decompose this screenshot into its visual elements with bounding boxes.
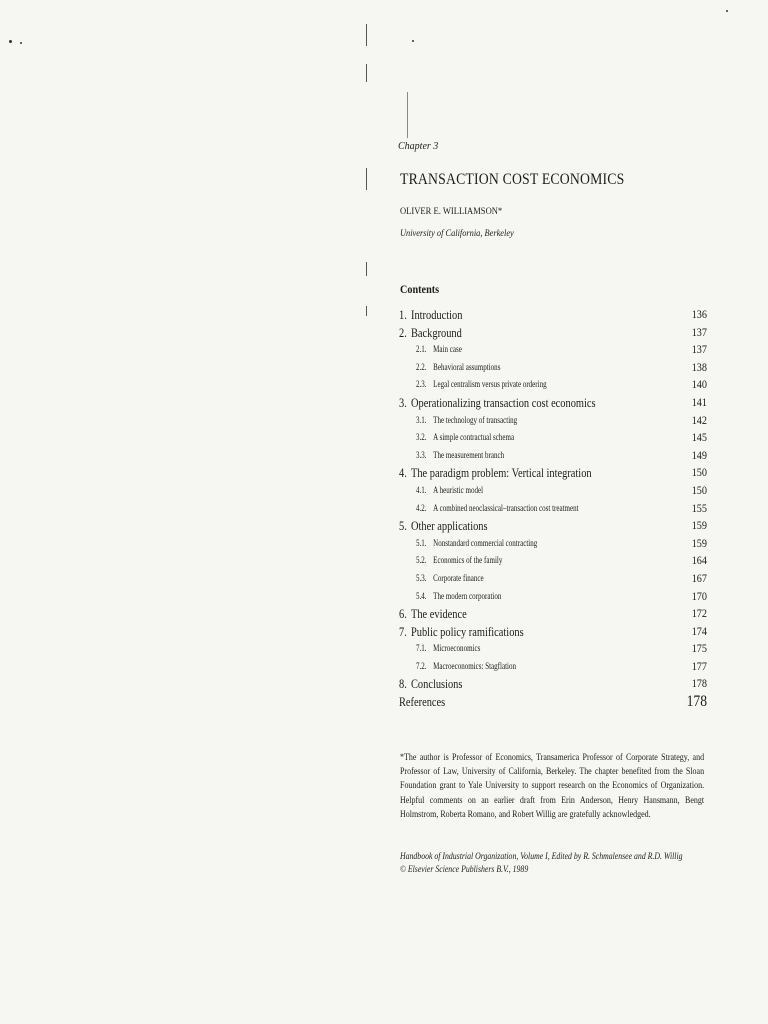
toc-page-number: 178: [686, 693, 707, 711]
toc-subsection: [399, 552, 707, 570]
toc-page-number: 172: [691, 606, 707, 621]
toc-subsection: [399, 376, 707, 394]
toc-entry-title: [399, 676, 462, 692]
chapter-label: Chapter 3: [398, 141, 439, 152]
toc-entry-label: Nonstandard commercial contracting: [433, 537, 538, 548]
toc-page-number: 136: [691, 307, 707, 321]
toc-entry-label: Legal centralism versus private ordering: [433, 379, 547, 390]
toc-page-number: 137: [691, 324, 707, 339]
toc-entry-label: A simple contractual schema: [433, 432, 515, 443]
toc-entry-label: Background: [411, 324, 462, 340]
toc-references: [399, 693, 707, 711]
toc-page-number: 140: [691, 377, 707, 392]
publication-info: [400, 851, 683, 877]
toc-section: [399, 517, 707, 535]
toc-entry-number: 2.1.: [416, 344, 427, 355]
scan-gutter-line: [366, 64, 367, 82]
toc-entry-number: 4.2.: [416, 502, 427, 513]
scan-speck: [726, 10, 728, 12]
toc-section: [399, 623, 707, 641]
toc-section: [399, 394, 707, 412]
toc-subsection: [399, 447, 707, 465]
toc-entry-number: 3.1.: [416, 414, 427, 425]
toc-page-number: 167: [691, 570, 707, 585]
toc-subsection: [399, 412, 707, 430]
scan-gutter-line: [366, 262, 367, 276]
toc-page-number: 145: [691, 430, 707, 445]
toc-entry-number: 3.: [399, 394, 407, 410]
toc-entry-label: Microeconomics: [433, 643, 481, 654]
toc-page-number: 164: [691, 553, 707, 568]
scan-speck: [20, 42, 22, 44]
toc-page-number: 150: [691, 482, 707, 497]
toc-entry-number: 5.2.: [416, 555, 427, 566]
toc-page-number: 138: [691, 359, 707, 374]
toc-entry-title: [416, 661, 516, 671]
toc-entry-title: [399, 325, 462, 341]
toc-entry-title: [399, 694, 445, 710]
toc-subsection: [399, 640, 707, 658]
scan-speck: [412, 40, 414, 42]
toc-entry-label: The measurement branch: [433, 449, 505, 460]
toc-entry-title: [416, 362, 500, 372]
toc-entry-label: The evidence: [411, 606, 467, 622]
toc-entry-number: 7.2.: [416, 660, 427, 671]
toc-section: [399, 605, 707, 623]
toc-entry-title: [416, 485, 483, 495]
toc-entry-title: [399, 518, 488, 534]
toc-entry-label: Operationalizing transaction cost economics: [411, 394, 596, 410]
toc-section: [399, 464, 707, 482]
toc-entry-number: 1.: [399, 307, 407, 322]
toc-entry-title: [399, 624, 524, 640]
toc-entry-label: A combined neoclassical–transaction cost treatment: [433, 502, 579, 513]
toc-page-number: 149: [691, 447, 707, 462]
scan-gutter-line: [407, 92, 408, 138]
toc-entry-label: Conclusions: [411, 676, 463, 692]
toc-entry-number: 4.: [399, 465, 407, 481]
toc-entry-number: 5.1.: [416, 537, 427, 548]
toc-entry-label: Other applications: [411, 518, 488, 534]
toc-entry-number: 8.: [399, 676, 407, 692]
toc-subsection: [399, 359, 707, 377]
toc-subsection: [399, 429, 707, 447]
toc-entry-number: 5.: [399, 518, 407, 534]
toc-page-number: 150: [691, 465, 707, 480]
toc-subsection: [399, 500, 707, 518]
toc-entry-title: [399, 606, 467, 622]
table-of-contents: [399, 306, 707, 711]
toc-entry-label: Public policy ramifications: [411, 623, 524, 639]
toc-entry-title: [416, 503, 579, 513]
toc-entry-title: [416, 591, 501, 601]
toc-section: [399, 675, 707, 693]
toc-page-number: 137: [691, 342, 707, 357]
toc-entry-number: 5.3.: [416, 572, 427, 583]
toc-entry-title: [416, 450, 504, 460]
toc-entry-number: 7.1.: [416, 643, 427, 654]
toc-page-number: 175: [691, 641, 707, 656]
toc-entry-label: Economics of the family: [433, 555, 503, 566]
toc-entry-label: The modern corporation: [433, 590, 502, 601]
toc-page-number: 141: [691, 394, 707, 409]
contents-heading: Contents: [400, 282, 440, 296]
toc-entry-title: [416, 415, 517, 425]
toc-page-number: 159: [691, 518, 707, 533]
toc-page-number: 142: [691, 412, 707, 427]
toc-entry-label: Corporate finance: [433, 572, 484, 583]
toc-entry-title: [416, 573, 484, 583]
toc-entry-title: [416, 538, 537, 548]
toc-entry-title: [416, 643, 480, 653]
toc-entry-label: References: [399, 694, 446, 710]
author-footnote: *The author is Professor of Economics, Transamerica Professor of Corporate Strategy, and Professor of Law, University of California, Berkeley. The chapter benefited from the Sloan Foundation grant to Yale University to support research on the Economics of Organization. Helpful comments on an earlier draft from Erin Anderson, Henry Hansmann, Bengt Holmstrom, Roberta Romano, and Robert Willig are gratefully acknowledged.: [400, 753, 705, 820]
toc-page-number: 155: [691, 500, 707, 515]
author-name: OLIVER E. WILLIAMSON*: [400, 207, 503, 217]
toc-page-number: 178: [691, 676, 707, 691]
toc-section: [399, 306, 707, 324]
handbook-citation: Handbook of Industrial Organization, Volume I, Edited by R. Schmalensee and R.D. Willig: [400, 852, 683, 862]
toc-entry-number: 3.2.: [416, 432, 427, 443]
scan-gutter-line: [366, 24, 367, 46]
toc-entry-title: [416, 344, 462, 354]
toc-entry-title: [416, 555, 502, 565]
toc-page-number: 159: [691, 535, 707, 550]
author-affiliation: University of California, Berkeley: [400, 229, 514, 239]
scan-speck: [9, 40, 12, 43]
toc-entry-label: Macroeconomics: Stagflation: [433, 660, 517, 671]
toc-entry-title: [399, 465, 592, 481]
toc-entry-number: 7.: [399, 623, 407, 639]
toc-subsection: [399, 588, 707, 606]
toc-entry-label: Main case: [433, 344, 462, 355]
copyright-line: © Elsevier Science Publishers B.V., 1989: [400, 865, 529, 875]
scan-gutter-line: [366, 168, 367, 190]
toc-subsection: [399, 341, 707, 359]
toc-entry-label: The technology of transacting: [433, 414, 518, 425]
toc-entry-number: 6.: [399, 606, 407, 622]
toc-subsection: [399, 570, 707, 588]
toc-page-number: 174: [691, 623, 707, 638]
toc-entry-number: 2.3.: [416, 379, 427, 390]
toc-entry-number: 2.2.: [416, 361, 427, 372]
toc-entry-number: 3.3.: [416, 449, 427, 460]
toc-entry-title: [416, 432, 514, 442]
toc-page-number: 170: [691, 588, 707, 603]
toc-entry-label: Behavioral assumptions: [433, 361, 501, 372]
toc-entry-label: Introduction: [411, 307, 463, 322]
toc-entry-number: 4.1.: [416, 484, 427, 495]
toc-section: [399, 324, 707, 342]
scan-gutter-line: [366, 306, 367, 316]
toc-entry-number: 2.: [399, 324, 407, 340]
toc-subsection: [399, 658, 707, 676]
toc-subsection: [399, 535, 707, 553]
toc-entry-label: A heuristic model: [433, 484, 484, 495]
toc-entry-number: 5.4.: [416, 590, 427, 601]
toc-page-number: 177: [691, 658, 707, 673]
toc-entry-label: The paradigm problem: Vertical integration: [411, 465, 592, 481]
toc-entry-title: [399, 395, 596, 411]
toc-subsection: [399, 482, 707, 500]
toc-entry-title: [399, 307, 462, 323]
toc-entry-title: [416, 379, 547, 389]
chapter-title: TRANSACTION COST ECONOMICS: [400, 171, 625, 188]
